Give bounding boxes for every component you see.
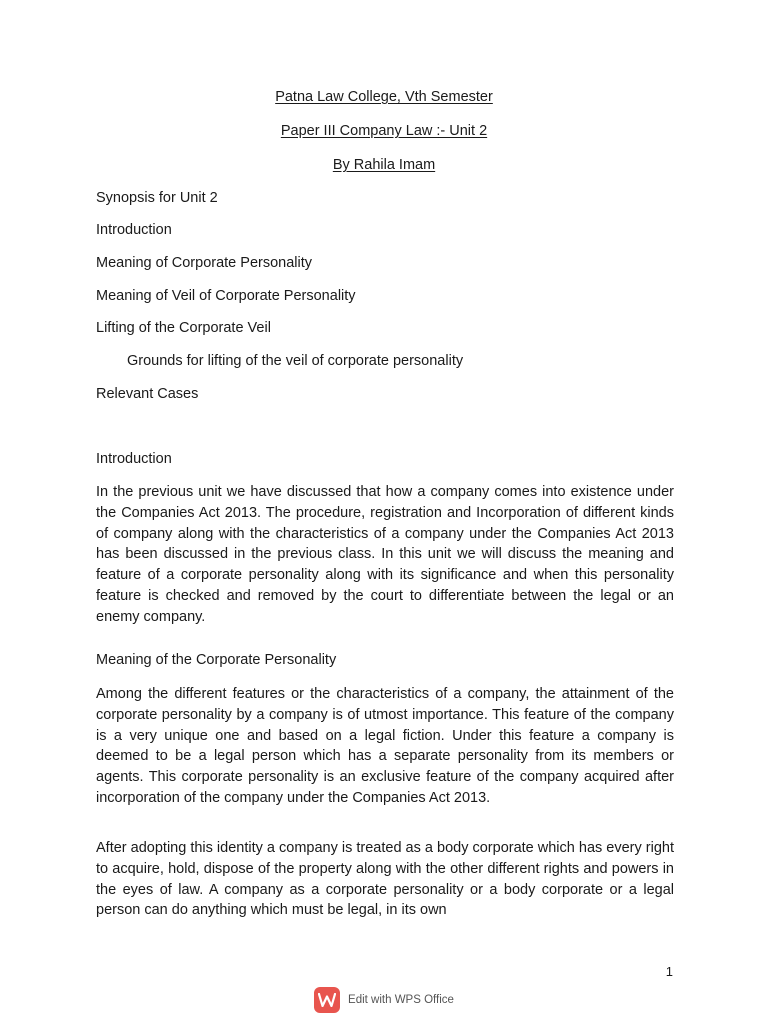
page-number: 1 <box>665 964 673 979</box>
section-heading-introduction: Introduction <box>96 451 172 467</box>
wps-office-logo-icon[interactable] <box>314 987 340 1013</box>
synopsis-item-lifting: Lifting of the Corporate Veil <box>96 320 271 336</box>
section-heading-meaning: Meaning of the Corporate Personality <box>96 652 337 668</box>
header-author <box>0 156 768 174</box>
synopsis-item-introduction: Introduction <box>96 222 172 238</box>
header-college-text: Patna Law College, Vth Semester <box>275 89 493 105</box>
header-college <box>0 88 768 106</box>
wps-w-glyph-icon <box>318 993 336 1007</box>
synopsis-title: Synopsis for Unit 2 <box>96 190 218 206</box>
synopsis-item-grounds: Grounds for lifting of the veil of corporate personality <box>127 353 464 369</box>
wps-edit-banner[interactable] <box>0 986 768 1014</box>
paragraph-meaning-2: After adopting this identity a company is treated as a body corporate which has every right to acquire, hold, dispose of the property along with the other different rights and powers in the eyes of law. A company as a corporate personality or a body corporate or a legal person can do anything which must be legal, in its own <box>96 840 674 919</box>
paragraph-introduction: In the previous unit we have discussed that how a company comes into existence under the Companies Act 2013. The procedure, registration and Incorporation of different kinds of company along with the characteristics of a company under the Companies Act 2013 has been discussed in the previous class. In this unit we will discuss the meaning and feature of a corporate personality along with its significance and when this personality feature is checked and removed by the court to differentiate between the legal or an enemy company. <box>96 484 674 625</box>
header-paper-text: Paper III Company Law :- Unit 2 <box>280 123 488 139</box>
paragraph-meaning-1: Among the different features or the characteristics of a company, the attainment of the corporate personality by a company is of utmost importance. This feature of the company is a very unique one and based on a legal fiction. Under this feature a company is deemed to be a legal person which has a separate personality from its members or agents. This corporate personality is an exclusive feature of the company acquired after incorporation of the company under the Companies Act 2013. <box>96 686 674 806</box>
wps-edit-label[interactable]: Edit with WPS Office <box>348 994 454 1006</box>
synopsis-item-meaning: Meaning of Corporate Personality <box>96 255 313 271</box>
synopsis-item-cases: Relevant Cases <box>96 386 199 402</box>
synopsis-item-veil: Meaning of Veil of Corporate Personality <box>96 288 356 304</box>
header-author-text: By Rahila Imam <box>332 157 436 173</box>
header-paper <box>0 122 768 140</box>
